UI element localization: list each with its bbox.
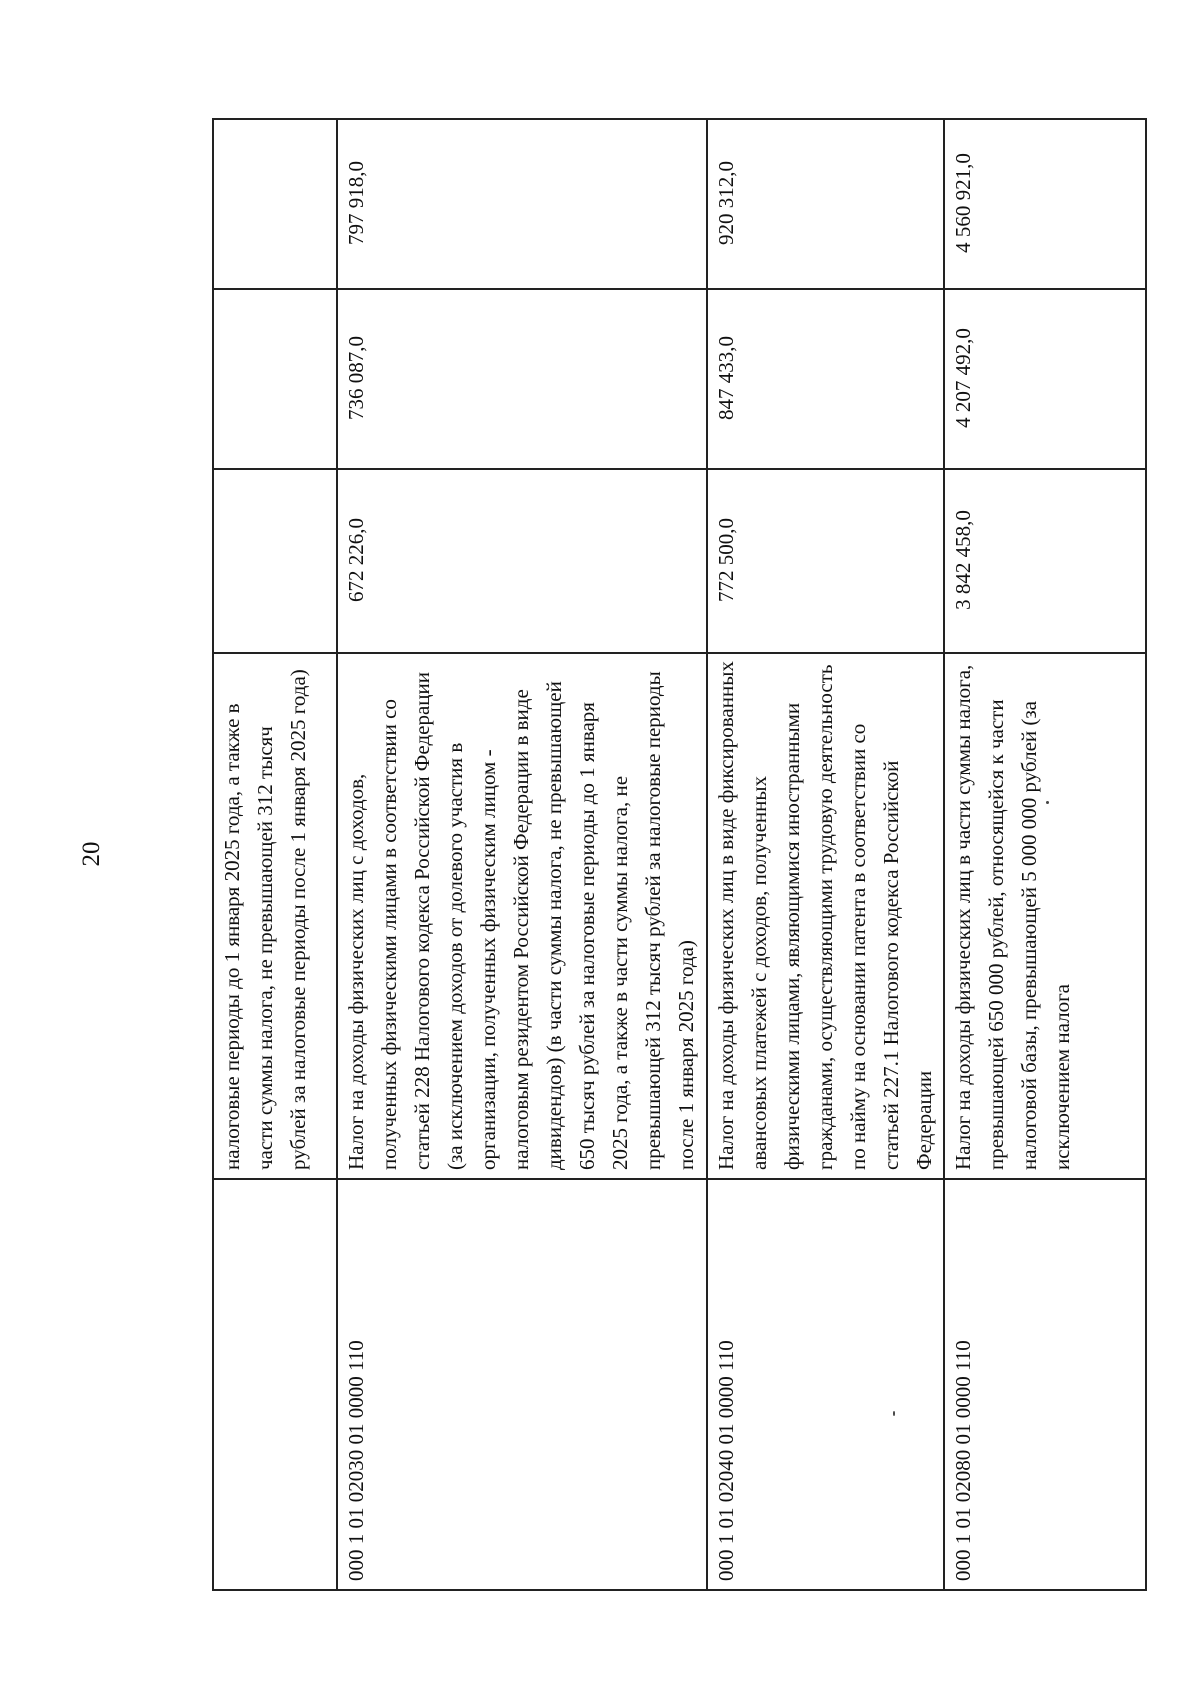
amount-cell-3: 4 560 921,0 — [944, 119, 1146, 289]
revenue-name-cell: Налог на доходы физических лиц с доходов, полученных физическими лицами в соответствии со статьей 228 Налогового кодекса Российской Федерации (за исключением доходов от долевого участия в организации, полученных физическим лицом - налоговым резидентом Российской Федерации в виде дивидендов) (в части суммы налога, не превышающей 650 тысяч рублей за налоговые периоды до 1 января 2025 года, а также в части суммы налога, не превышающей 312 тысяч рублей за налоговые периоды после 1 января 2025 года) — [337, 653, 707, 1179]
amount-cell-1: 3 842 458,0 — [944, 469, 1146, 653]
revenue-name-cell: налоговые периоды до 1 января 2025 года, а также в части суммы налога, не превышающей 312 тысяч рублей за налоговые периоды после 1 января 2025 года) — [213, 653, 337, 1179]
revenue-name-cell: Налог на доходы физических лиц в виде фиксированных авансовых платежей с доходов, полученных физическими лицами, являющимися иностранными гражданами, осуществляющими трудовую деятельность по найму на основании патента в соответствии со статьей 227.1 Налогового кодекса Российской Федерации — [707, 653, 944, 1179]
amount-cell-2: 847 433,0 — [707, 289, 944, 469]
table-row — [213, 119, 337, 1590]
rotated-table-container — [212, 120, 1143, 1591]
budget-code-cell: 000 1 01 02040 01 0000 110 — [707, 1179, 944, 1590]
amount-cell-1: 672 226,0 — [337, 469, 707, 653]
table-row — [337, 119, 707, 1590]
amount-cell-2: 736 087,0 — [337, 289, 707, 469]
budget-code-cell: 000 1 01 02080 01 0000 110 — [944, 1179, 1146, 1590]
table-row — [707, 119, 944, 1590]
budget-code-cell: 000 1 01 02030 01 0000 110 — [337, 1179, 707, 1590]
page-number: 20 — [78, 841, 105, 867]
amount-cell-3 — [213, 119, 337, 289]
amount-cell-1: 772 500,0 — [707, 469, 944, 653]
amount-cell-3: 920 312,0 — [707, 119, 944, 289]
table-row — [944, 119, 1146, 1590]
revenue-table — [212, 118, 1147, 1591]
revenue-name-cell: Налог на доходы физических лиц в части суммы налога, превышающей 650 000 рублей, относящейся к части налоговой базы, превышающей 5 000 000 рублей (за исключением налога — [944, 653, 1146, 1179]
amount-cell-3: 797 918,0 — [337, 119, 707, 289]
amount-cell-1 — [213, 469, 337, 653]
amount-cell-2: 4 207 492,0 — [944, 289, 1146, 469]
amount-cell-2 — [213, 289, 337, 469]
budget-code-cell — [213, 1179, 337, 1590]
